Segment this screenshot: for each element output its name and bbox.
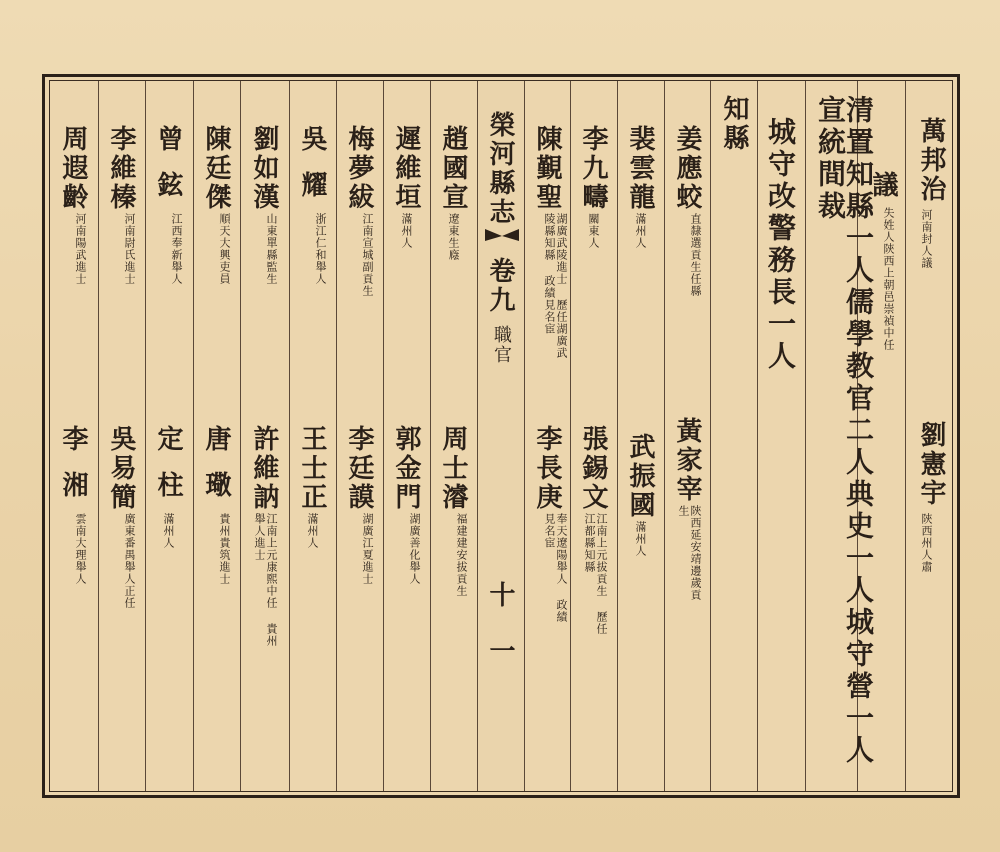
official-note: 陝西州人肅 bbox=[920, 513, 933, 573]
official-note: 滿州人 bbox=[634, 213, 647, 249]
official-name: 李九疇 bbox=[578, 125, 608, 212]
official-name: 王士正 bbox=[297, 425, 327, 512]
column-wanbangzhi bbox=[905, 81, 953, 791]
official-name: 劉憲宇 bbox=[916, 421, 946, 508]
heading-zhixian: 知縣 bbox=[719, 95, 749, 153]
official-note: 貴州貴筑進士 bbox=[218, 513, 231, 585]
official-note: 失姓人陝西上朝邑崇禎中任 bbox=[882, 207, 895, 351]
column-official bbox=[524, 81, 570, 791]
page-number: 十一 bbox=[485, 581, 515, 693]
official-note: 順天大興吏員 bbox=[218, 213, 231, 285]
official-name: 郭金門 bbox=[391, 425, 421, 512]
column-official bbox=[664, 81, 710, 791]
column-official bbox=[383, 81, 430, 791]
official-note: 滿州人 bbox=[634, 521, 647, 557]
official-note: 關東人 bbox=[587, 213, 600, 249]
column-qingzhi bbox=[805, 81, 875, 791]
official-name: 趙國宣 bbox=[438, 125, 468, 212]
official-name: 李湘 bbox=[58, 425, 88, 517]
official-name: 陳廷傑 bbox=[201, 125, 231, 212]
official-note: 湖廣善化舉人 bbox=[408, 513, 421, 585]
official-note: 河南陽武進士 bbox=[74, 213, 87, 285]
official-note: 山東單縣監生 bbox=[265, 213, 278, 285]
column-official bbox=[50, 81, 98, 791]
official-note: 遼東生廕 bbox=[447, 213, 460, 261]
official-name: 武振國 bbox=[625, 433, 655, 520]
official-name: 唐璥 bbox=[201, 425, 231, 517]
official-name: 張錫文 bbox=[578, 425, 608, 512]
official-name: 許維訥 bbox=[249, 425, 279, 512]
column-official bbox=[336, 81, 383, 791]
official-note: 江南宣城副貢生 bbox=[361, 213, 374, 297]
official-name: 李長庚 bbox=[532, 425, 562, 512]
body-text: 清置知縣一人儒學教官二人典史一人城守營一人宣統間裁 bbox=[814, 95, 875, 767]
official-name: 姜應蛟 bbox=[672, 125, 702, 212]
official-name: 李維榛 bbox=[106, 125, 136, 212]
official-note: 河南封人議 bbox=[920, 209, 933, 269]
official-note: 滿州人 bbox=[306, 513, 319, 549]
official-name: 定柱 bbox=[153, 425, 183, 517]
official-note: 湖廣武陵進士 歷任湖廣武陵縣知縣 政績見名宦 bbox=[543, 213, 568, 359]
heading-yi: 議 bbox=[868, 171, 898, 200]
fish-tail-mark-icon bbox=[483, 227, 521, 243]
official-note: 奉天遼陽舉人 政績見名宦 bbox=[543, 513, 568, 623]
body-text: 城守改警務長一人 bbox=[764, 117, 797, 373]
official-note: 直隸選貢生任縣 bbox=[689, 213, 702, 297]
column-official bbox=[430, 81, 477, 791]
column-zhixian bbox=[710, 81, 757, 791]
official-name: 裴雲龍 bbox=[625, 125, 655, 212]
column-official bbox=[289, 81, 336, 791]
official-note: 雲南大理舉人 bbox=[74, 513, 87, 585]
official-name: 劉如漢 bbox=[249, 125, 279, 212]
official-note: 江南上元康熙中任 貴州舉人進士 bbox=[253, 513, 278, 647]
official-note: 湖廣江夏進士 bbox=[361, 513, 374, 585]
volume-label: 卷九 bbox=[485, 257, 515, 315]
official-name: 陳覲聖 bbox=[532, 125, 562, 212]
column-chengshou bbox=[757, 81, 805, 791]
official-note: 廣東番禺舉人正任 bbox=[123, 513, 136, 609]
official-name: 萬邦治 bbox=[916, 117, 946, 204]
official-note: 陝西延安靖邊歲貢生 bbox=[677, 505, 702, 601]
official-note: 河南尉氏進士 bbox=[123, 213, 136, 285]
official-name: 梅夢紱 bbox=[344, 125, 374, 212]
official-note: 福建建安拔貢生 bbox=[455, 513, 468, 597]
section-label: 職官 bbox=[491, 325, 512, 365]
column-official bbox=[193, 81, 240, 791]
official-name: 吳易簡 bbox=[106, 425, 136, 512]
official-name: 周士濬 bbox=[438, 425, 468, 512]
column-official bbox=[570, 81, 617, 791]
center-title-column bbox=[477, 81, 524, 791]
column-official bbox=[240, 81, 289, 791]
column-official bbox=[617, 81, 664, 791]
official-name: 曾鉉 bbox=[153, 125, 183, 217]
official-note: 滿州人 bbox=[400, 213, 413, 249]
official-name: 黃家宰 bbox=[672, 417, 702, 504]
official-note: 江南上元拔貢生 歷任江都縣知縣 bbox=[583, 513, 608, 635]
official-name: 周遐齡 bbox=[58, 125, 88, 212]
book-title: 榮河縣志 bbox=[485, 111, 515, 227]
official-name: 李廷謨 bbox=[344, 425, 374, 512]
official-note: 浙江仁和舉人 bbox=[314, 213, 327, 285]
official-note: 滿州人 bbox=[162, 513, 175, 549]
official-note: 江西奉新舉人 bbox=[170, 213, 183, 285]
column-official bbox=[145, 81, 193, 791]
column-official bbox=[98, 81, 145, 791]
official-name: 吳耀 bbox=[297, 125, 327, 217]
official-name: 遲維垣 bbox=[391, 125, 421, 212]
